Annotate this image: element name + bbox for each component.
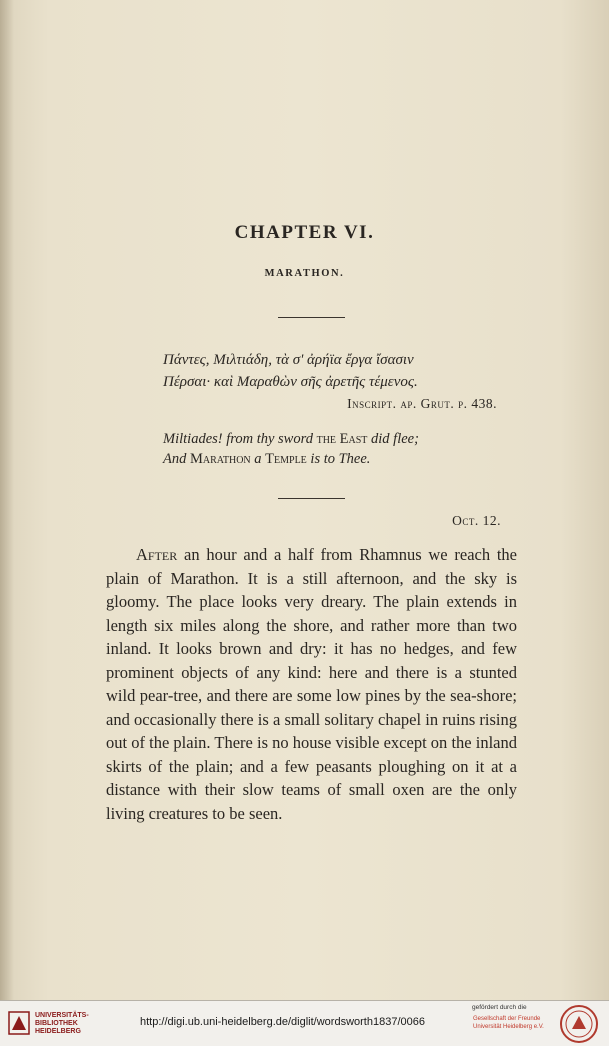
- greek-epigraph-line-1: Πάντες, Μιλτιάδη, τὰ σ' ἀρήϊα ἔργα ἴσασιν: [163, 352, 414, 368]
- funded-by-label: gefördert durch die: [472, 1004, 527, 1011]
- translation-small-caps: Temple: [265, 451, 307, 467]
- viewer-footer-bar: [0, 1000, 609, 1046]
- greek-epigraph-line-2: Πέρσαι· καὶ Μαραθὼν σῆς ἀρετῆς τέμενος.: [163, 374, 418, 390]
- translation-text: Miltiades! from thy sword: [163, 431, 313, 447]
- lead-word: After: [136, 545, 178, 564]
- translation-line-1: [163, 431, 419, 448]
- university-library-logo-icon: [8, 1010, 30, 1036]
- divider-rule: [278, 498, 345, 499]
- translation-text: And: [163, 451, 187, 467]
- library-name: UNIVERSITÄTS- BIBLIOTHEK HEIDELBERG: [35, 1012, 89, 1035]
- translation-text: is to Thee.: [310, 451, 371, 467]
- divider-rule: [278, 317, 345, 318]
- chapter-subtitle: MARATHON.: [264, 268, 345, 279]
- translation-text: did flee;: [371, 431, 419, 447]
- body-paragraph: [106, 543, 517, 825]
- entry-date: Oct. 12.: [452, 513, 501, 528]
- body-text: an hour and a half from Rhamnus we reach the plain of Marathon. It is a still afternoon, and the sky is gloomy. The place looks very dreary. The plain extends in length six miles along the shore, and rather more than two inland. It looks brown and dry: it has no hedges, and few prominent objects of any kind: here and there is a stunted wild pear-tree, and there are some low pines by the sea-shore; and occasionally there is a small solitary chapel in ruins rising out of the plain. There is no house visible except on the inland skirts of the plain; and a few peasants ploughing on it at a distance with their slow teams of small oxen are the only living creatures to be seen.: [106, 545, 518, 823]
- translation-small-caps: the East: [316, 431, 368, 447]
- inscription-source: Inscript. ap. Grut. p. 438.: [347, 396, 497, 411]
- page-gutter-shadow: [0, 0, 14, 1000]
- translation-small-caps: Marathon: [189, 451, 251, 467]
- translation-line-2: [163, 451, 370, 468]
- society-name: Gesellschaft der Freunde Universität Heidelberg e.V.: [473, 1016, 544, 1030]
- translation-text: a: [254, 451, 262, 467]
- chapter-title: CHAPTER VI.: [234, 222, 375, 243]
- permalink-url[interactable]: http://digi.ub.uni-heidelberg.de/diglit/wordsworth1837/0066: [140, 1016, 425, 1028]
- university-seal-icon: [559, 1004, 599, 1044]
